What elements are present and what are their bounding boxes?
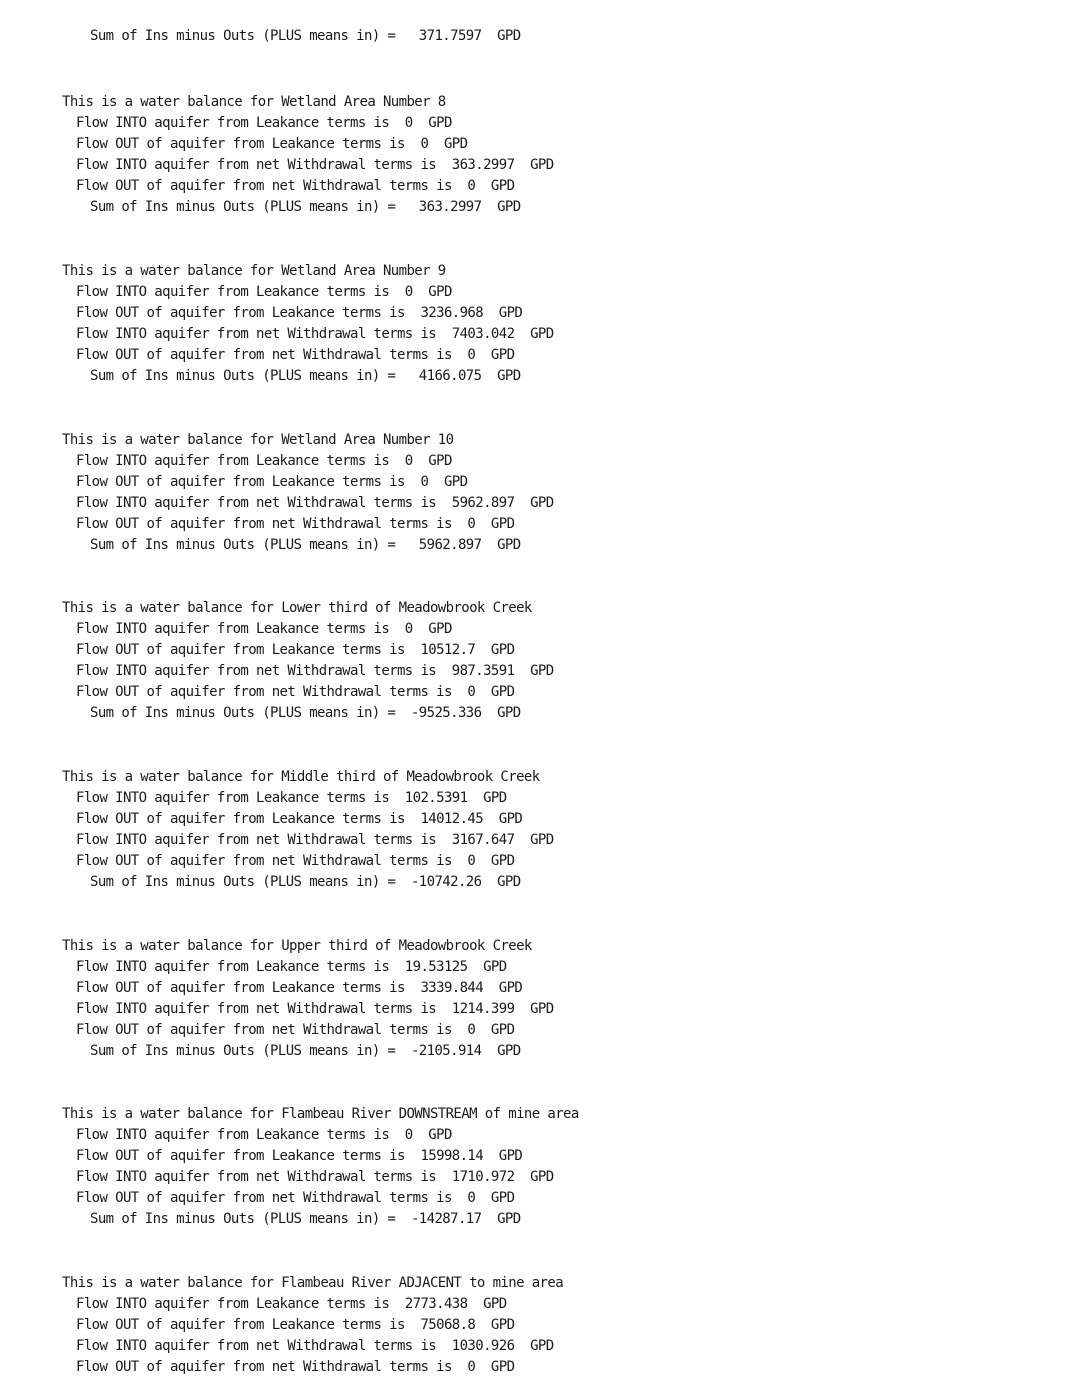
water-balance-section bbox=[60, 1104, 1060, 1230]
water-balance-section bbox=[60, 261, 1060, 387]
flow-line: Flow INTO aquifer from Leakance terms is 19.53125 GPD bbox=[76, 959, 507, 975]
flow-line: Flow OUT of aquifer from net Withdrawal terms is 0 GPD bbox=[76, 1190, 515, 1206]
section-sum: Sum of Ins minus Outs (PLUS means in) = -10742.26 GPD bbox=[90, 874, 521, 890]
flow-line: Flow INTO aquifer from net Withdrawal terms is 1030.926 GPD bbox=[76, 1338, 554, 1354]
flow-line: Flow INTO aquifer from net Withdrawal terms is 987.3591 GPD bbox=[76, 663, 554, 679]
flow-line: Flow INTO aquifer from net Withdrawal terms is 363.2997 GPD bbox=[76, 157, 554, 173]
flow-line: Flow OUT of aquifer from Leakance terms is 3236.968 GPD bbox=[76, 305, 523, 321]
flow-line: Flow OUT of aquifer from Leakance terms is 0 GPD bbox=[76, 474, 468, 490]
flow-line: Flow OUT of aquifer from net Withdrawal terms is 0 GPD bbox=[76, 1359, 515, 1375]
section-title: This is a water balance for Wetland Area Number 9 bbox=[62, 263, 446, 279]
section-title: This is a water balance for Flambeau River DOWNSTREAM of mine area bbox=[62, 1106, 579, 1122]
flow-line: Flow INTO aquifer from net Withdrawal terms is 7403.042 GPD bbox=[76, 326, 554, 342]
water-balance-section bbox=[60, 430, 1060, 556]
section-sum: Sum of Ins minus Outs (PLUS means in) = 363.2997 GPD bbox=[90, 199, 521, 215]
flow-line: Flow OUT of aquifer from net Withdrawal terms is 0 GPD bbox=[76, 347, 515, 363]
section-title: This is a water balance for Upper third of Meadowbrook Creek bbox=[62, 938, 532, 954]
flow-line: Flow OUT of aquifer from net Withdrawal terms is 0 GPD bbox=[76, 178, 515, 194]
section-title: This is a water balance for Middle third of Meadowbrook Creek bbox=[62, 769, 540, 785]
flow-line: Flow OUT of aquifer from net Withdrawal terms is 0 GPD bbox=[76, 516, 515, 532]
flow-line: Flow OUT of aquifer from Leakance terms is 14012.45 GPD bbox=[76, 811, 523, 827]
flow-line: Flow OUT of aquifer from Leakance terms is 3339.844 GPD bbox=[76, 980, 523, 996]
previous-section-sum: Sum of Ins minus Outs (PLUS means in) = 371.7597 GPD bbox=[90, 28, 521, 44]
flow-line: Flow INTO aquifer from net Withdrawal terms is 5962.897 GPD bbox=[76, 495, 554, 511]
flow-line: Flow INTO aquifer from Leakance terms is 0 GPD bbox=[76, 621, 452, 637]
flow-line: Flow OUT of aquifer from net Withdrawal terms is 0 GPD bbox=[76, 684, 515, 700]
flow-line: Flow INTO aquifer from Leakance terms is 102.5391 GPD bbox=[76, 790, 507, 806]
flow-line: Flow OUT of aquifer from net Withdrawal terms is 0 GPD bbox=[76, 1022, 515, 1038]
section-sum: Sum of Ins minus Outs (PLUS means in) = 5962.897 GPD bbox=[90, 537, 521, 553]
flow-line: Flow INTO aquifer from Leakance terms is 0 GPD bbox=[76, 284, 452, 300]
flow-line: Flow OUT of aquifer from net Withdrawal terms is 0 GPD bbox=[76, 853, 515, 869]
flow-line: Flow INTO aquifer from Leakance terms is 2773.438 GPD bbox=[76, 1296, 507, 1312]
water-balance-section bbox=[60, 936, 1060, 1062]
flow-line: Flow INTO aquifer from Leakance terms is 0 GPD bbox=[76, 453, 452, 469]
section-title: This is a water balance for Wetland Area Number 10 bbox=[62, 432, 454, 448]
flow-line: Flow INTO aquifer from Leakance terms is 0 GPD bbox=[76, 115, 452, 131]
flow-line: Flow OUT of aquifer from Leakance terms is 10512.7 GPD bbox=[76, 642, 515, 658]
flow-line: Flow INTO aquifer from net Withdrawal terms is 3167.647 GPD bbox=[76, 832, 554, 848]
flow-line: Flow OUT of aquifer from Leakance terms is 75068.8 GPD bbox=[76, 1317, 515, 1333]
water-balance-section bbox=[60, 767, 1060, 893]
section-title: This is a water balance for Flambeau River ADJACENT to mine area bbox=[62, 1275, 564, 1291]
section-sum: Sum of Ins minus Outs (PLUS means in) = -9525.336 GPD bbox=[90, 705, 521, 721]
flow-line: Flow OUT of aquifer from Leakance terms is 0 GPD bbox=[76, 136, 468, 152]
water-balance-section bbox=[60, 92, 1060, 218]
flow-line: Flow INTO aquifer from net Withdrawal terms is 1214.399 GPD bbox=[76, 1001, 554, 1017]
section-sum: Sum of Ins minus Outs (PLUS means in) = -14287.17 GPD bbox=[90, 1211, 521, 1227]
section-sum: Sum of Ins minus Outs (PLUS means in) = 4166.075 GPD bbox=[90, 368, 521, 384]
water-balance-section bbox=[60, 598, 1060, 724]
section-sum: Sum of Ins minus Outs (PLUS means in) = -2105.914 GPD bbox=[90, 1043, 521, 1059]
flow-line: Flow INTO aquifer from Leakance terms is 0 GPD bbox=[76, 1127, 452, 1143]
section-title: This is a water balance for Wetland Area Number 8 bbox=[62, 94, 446, 110]
flow-line: Flow INTO aquifer from net Withdrawal terms is 1710.972 GPD bbox=[76, 1169, 554, 1185]
water-balance-section bbox=[60, 1273, 1060, 1378]
flow-line: Flow OUT of aquifer from Leakance terms is 15998.14 GPD bbox=[76, 1148, 523, 1164]
section-title: This is a water balance for Lower third of Meadowbrook Creek bbox=[62, 600, 532, 616]
